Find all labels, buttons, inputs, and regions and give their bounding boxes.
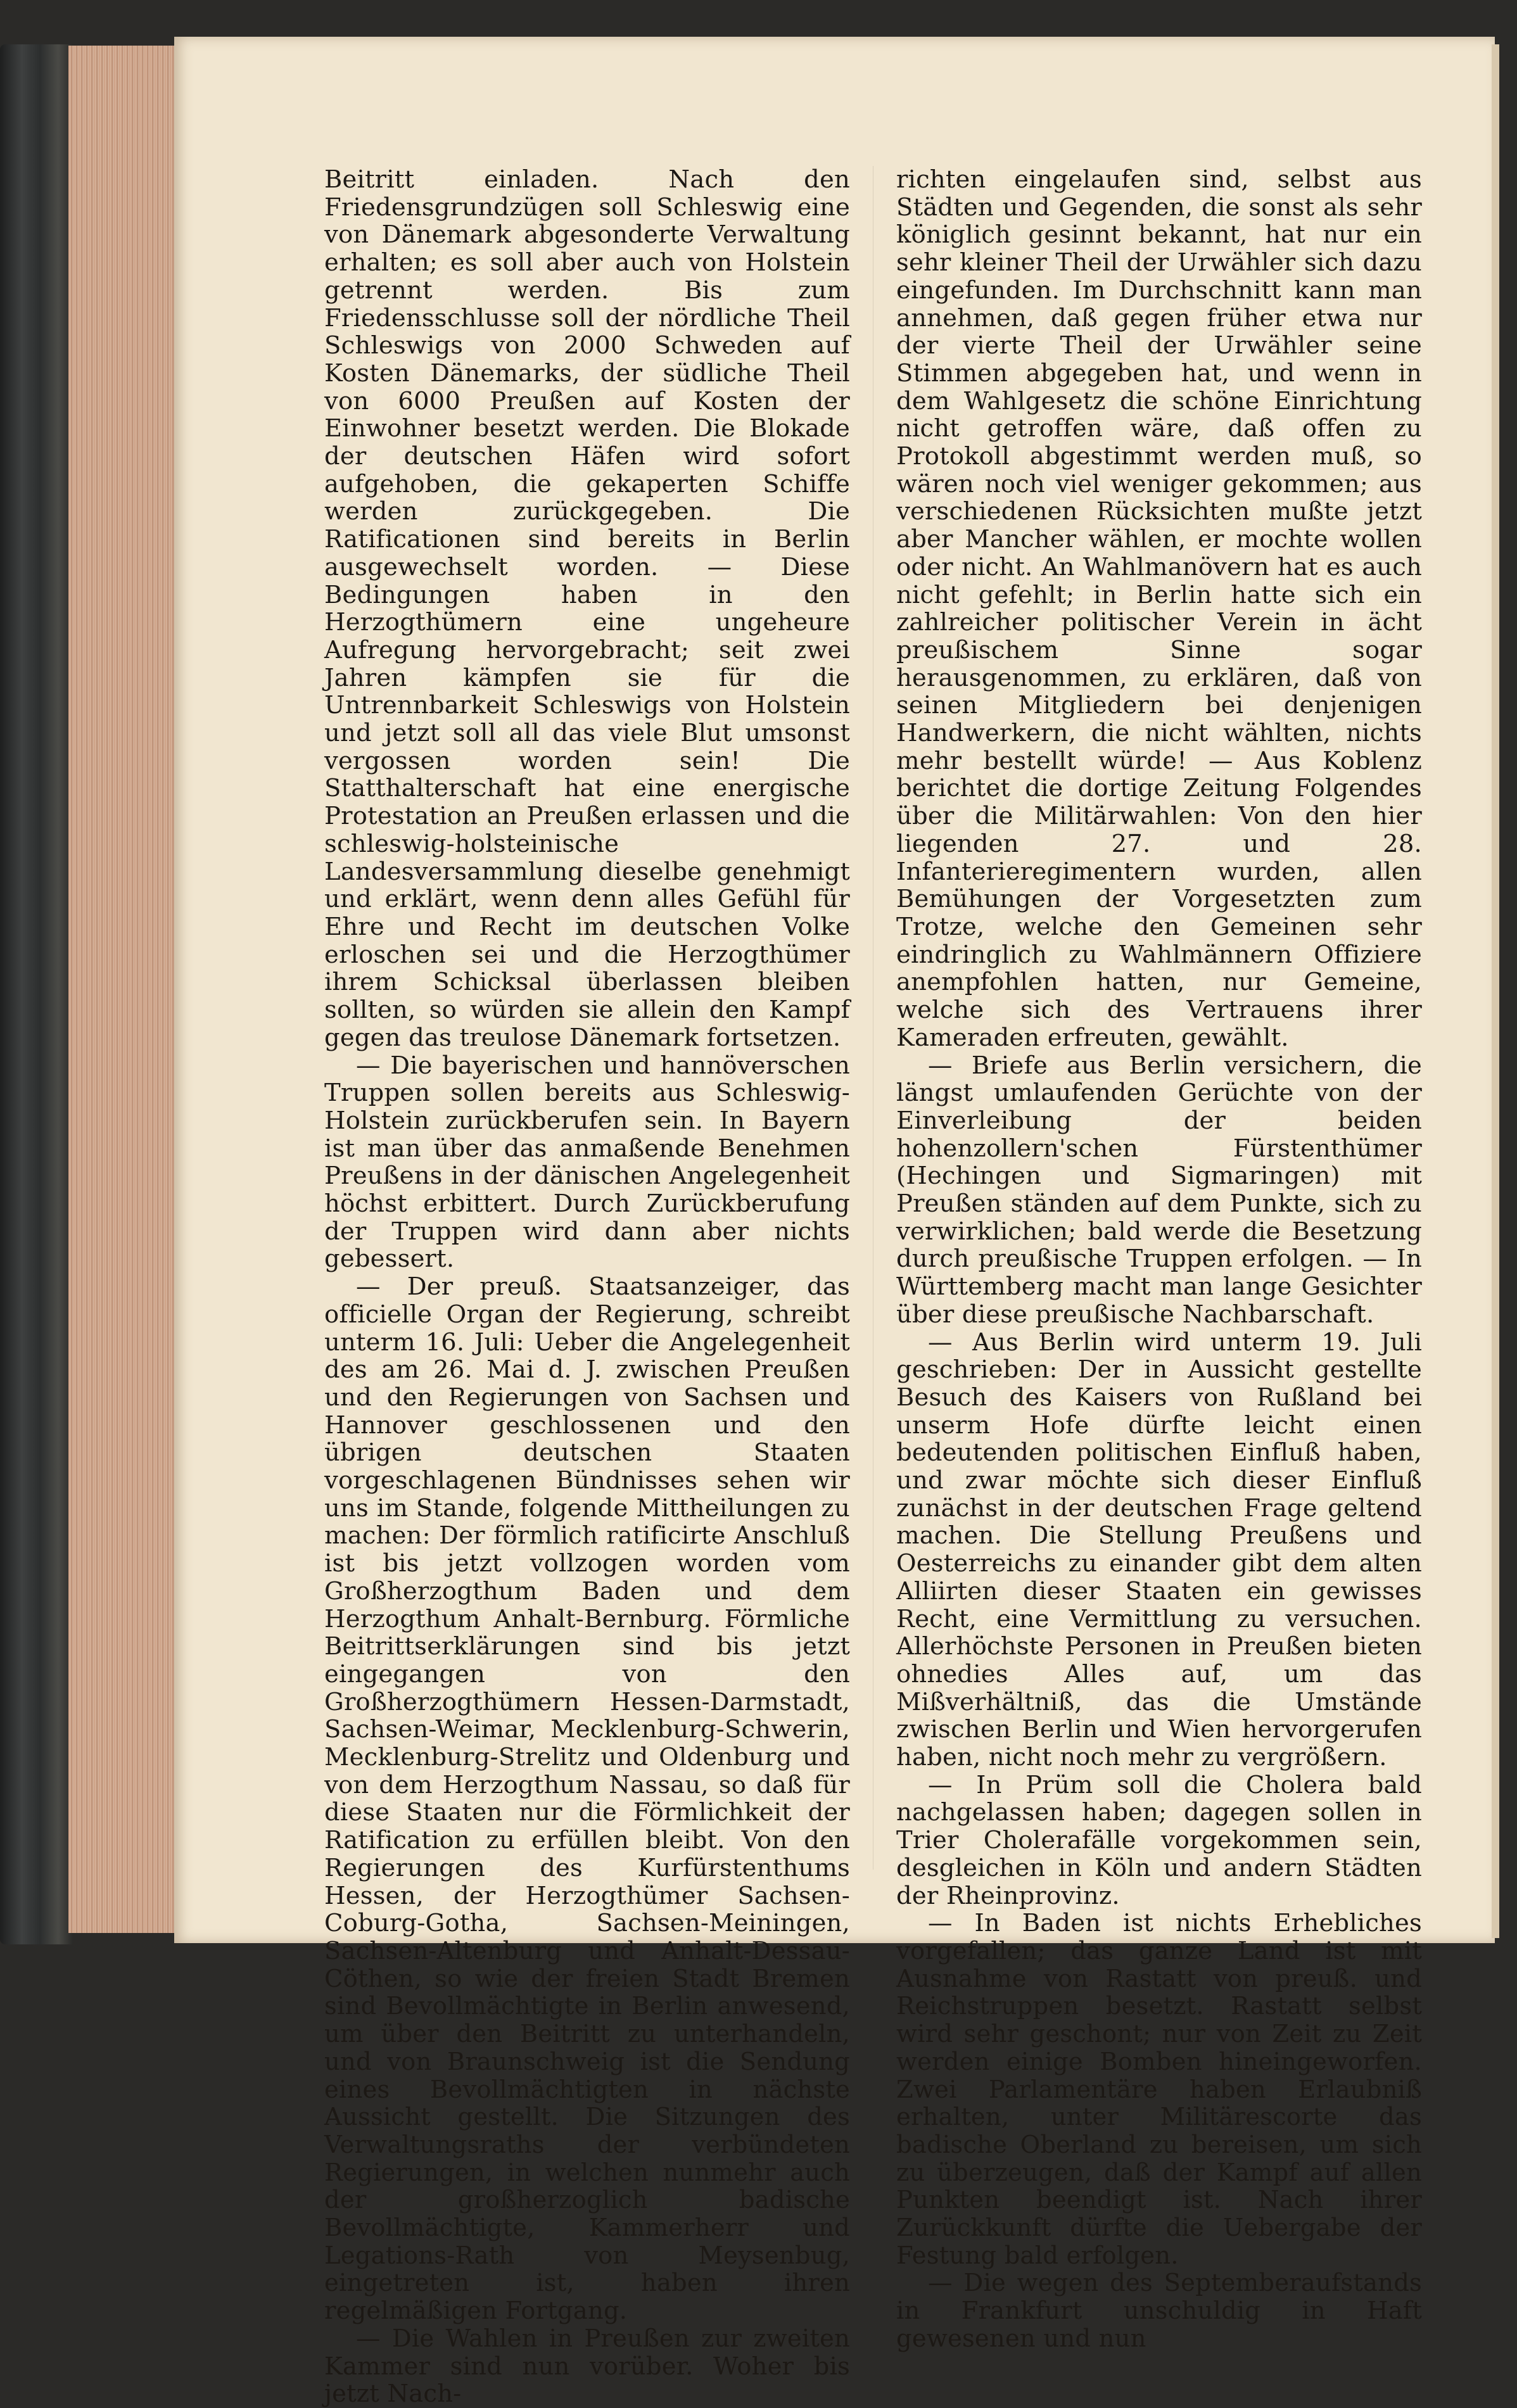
paragraph: — Briefe aus Berlin versichern, die längst umlaufenden Gerüchte von der Einverleibung der beiden hohenzollern'schen Fürstenthümer (Hechingen und Sigmaringen) mit Preußen ständen auf dem Punkte, sich zu verwirklichen; bald werde die Besetzung durch preußische Truppen erfolgen. — In Württemberg macht man lange Gesichter über diese preußische Nachbarschaft. — [896, 1051, 1422, 1329]
paragraph: — In Prüm soll die Cholera bald nachgelassen haben; dagegen sollen in Trier Cholerafälle vorgekommen sein, desgleichen in Köln und andern Städten der Rheinprovinz. — [896, 1770, 1422, 1910]
left-column — [324, 166, 850, 2408]
paragraph: — Aus Berlin wird unterm 19. Juli geschrieben: Der in Aussicht gestellte Besuch des Kaisers von Rußland bei unserm Hofe dürfte leicht einen bedeutenden politischen Einfluß haben, und zwar möchte sich dieser Einfluß zunächst in der deutschen Frage geltend machen. Die Stellung Preußens und Oesterreichs zu einander gibt dem alten Alliirten dieser Staaten ein gewisses Recht, eine Vermittlung zu versuchen. Allerhöchste Personen in Preußen bieten ohnedies Alles auf, um das Mißverhältniß, das die Umstände zwischen Berlin und Wien hervorgerufen haben, nicht noch mehr zu vergrößern. — [896, 1328, 1422, 1772]
paragraph: — In Baden ist nichts Erhebliches vorgefallen; das ganze Land ist mit Ausnahme von Rastatt von preuß. und Reichstruppen besetzt. Rastatt selbst wird sehr geschont; nur von Zeit zu Zeit werden einige Bomben hineingeworfen. Zwei Parlamentäre haben Erlaubniß erhalten, unter Militärescorte das badische Oberland zu bereisen, um sich zu überzeugen, daß der Kampf auf allen Punkten beendigt ist. Nach ihrer Zurückkunft dürfte die Uebergabe der Festung bald erfolgen. — [896, 1909, 1422, 2270]
paragraph: — Der preuß. Staatsanzeiger, das officielle Organ der Regierung, schreibt unterm 16. Juli: Ueber die Angelegenheit des am 26. Mai d. J. zwischen Preußen und den Regierungen von Sachsen und Hannover geschlossenen und den übrigen deutschen Staaten vorgeschlagenen Bündnisses sehen wir uns im Stande, folgende Mittheilungen zu machen: Der förmlich ratificirte Anschluß ist bis jetzt vollzogen worden vom Großherzogthum Baden und dem Herzogthum Anhalt-Bernburg. Förmliche Beitrittserklärungen sind bis jetzt eingegangen von den Großherzogthümern Hessen-Darmstadt, Sachsen-Weimar, Mecklenburg-Schwerin, Mecklenburg-Strelitz und Oldenburg und von dem Herzogthum Nassau, so daß für diese Staaten nur die Förmlichkeit der Ratification zu erfüllen bleibt. Von den Regierungen des Kurfürstenthums Hessen, der Herzogthümer Sachsen-Coburg-Gotha, Sachsen-Meiningen, Sachsen-Altenburg und Anhalt-Dessau-Cöthen, so wie der freien Stadt Bremen sind Bevollmächtigte in Berlin anwesend, um über den Beitritt zu unterhandeln, und von Braunschweig ist die Sendung eines Bevollmächtigten in nächste Aussicht gestellt. Die Sitzungen des Verwaltungsraths der verbündeten Regierungen, in welchen nunmehr auch der großherzoglich badische Bevollmächtigte, Kammerherr und Legations-Rath von Meysenbug, eingetreten ist, haben ihren regelmäßigen Fortgang. — [324, 1272, 850, 2326]
page-edges — [68, 46, 176, 1933]
paragraph: Beitritt einladen. Nach den Friedensgrundzügen soll Schleswig eine von Dänemark abgesonderte Verwaltung erhalten; es soll aber auch von Holstein getrennt werden. Bis zum Friedensschlusse soll der nördliche Theil Schleswigs von 2000 Schweden auf Kosten Dänemarks, der südliche Theil von 6000 Preußen auf Kosten der Einwohner besetzt werden. Die Blokade der deutschen Häfen wird sofort aufgehoben, die gekaperten Schiffe werden zurückgegeben. Die Ratificationen sind bereits in Berlin ausgewechselt worden. — Diese Bedingungen haben in den Herzogthümern eine ungeheure Aufregung hervorgebracht; seit zwei Jahren kämpfen sie für die Untrennbarkeit Schleswigs von Holstein und jetzt soll all das viele Blut umsonst vergossen worden sein! Die Statthalterschaft hat eine energische Protestation an Preußen erlassen und die schleswig-holsteinische Landesversammlung dieselbe genehmigt und erklärt, wenn denn alles Gefühl für Ehre und Recht im deutschen Volke erloschen sei und die Herzogthümer ihrem Schicksal überlassen bleiben sollten, so würden sie allein den Kampf gegen das treulose Dänemark fortsetzen. — [324, 165, 850, 1052]
paragraph: richten eingelaufen sind, selbst aus Städten und Gegenden, die sonst als sehr königlich gesinnt bekannt, hat nur ein sehr kleiner Theil der Urwähler sich dazu eingefunden. Im Durchschnitt kann man annehmen, daß gegen früher etwa nur der vierte Theil der Urwähler seine Stimmen abgegeben hat, und wenn in dem Wahlgesetz die schöne Einrichtung nicht getroffen wäre, daß offen zu Protokoll abgestimmt werden muß, so wären noch viel weniger gekommen; aus verschiedenen Rücksichten mußte jetzt aber Mancher wählen, er mochte wollen oder nicht. An Wahlmanövern hat es auch nicht gefehlt; in Berlin hatte sich ein zahlreicher politischer Verein in ächt preußischem Sinne sogar herausgenommen, zu erklären, daß von seinen Mitgliedern bei denjenigen Handwerkern, die nicht wählten, nichts mehr bestellt würde! — Aus Koblenz berichtet die dortige Zeitung Folgendes über die Militärwahlen: Von den hier liegenden 27. und 28. Infanterieregimentern wurden, allen Bemühungen der Vorgesetzten zum Trotze, welche den Gemeinen sehr eindringlich zu Wahlmännern Offiziere anempfohlen hatten, nur Gemeine, welche sich des Vertrauens ihrer Kameraden erfreuten, gewählt. — [896, 165, 1422, 1052]
paragraph: — Die bayerischen und hannöverschen Truppen sollen bereits aus Schleswig-Holstein zurückberufen sein. In Bayern ist man über das anmaßende Benehmen Preußens in der dänischen Angelegenheit höchst erbittert. Durch Zurückberufung der Truppen wird dann aber nichts gebessert. — [324, 1051, 850, 1274]
right-column — [896, 166, 1422, 2353]
paragraph: — Die Wahlen in Preußen zur zweiten Kammer sind nun vorüber. Woher bis jetzt Nach- — [324, 2324, 850, 2408]
book-binding — [0, 44, 73, 1944]
page-edge-right — [1492, 44, 1499, 1938]
paragraph: — Die wegen des Septemberaufstands in Frankfurt unschuldig in Haft gewesenen und nun — [896, 2269, 1422, 2353]
